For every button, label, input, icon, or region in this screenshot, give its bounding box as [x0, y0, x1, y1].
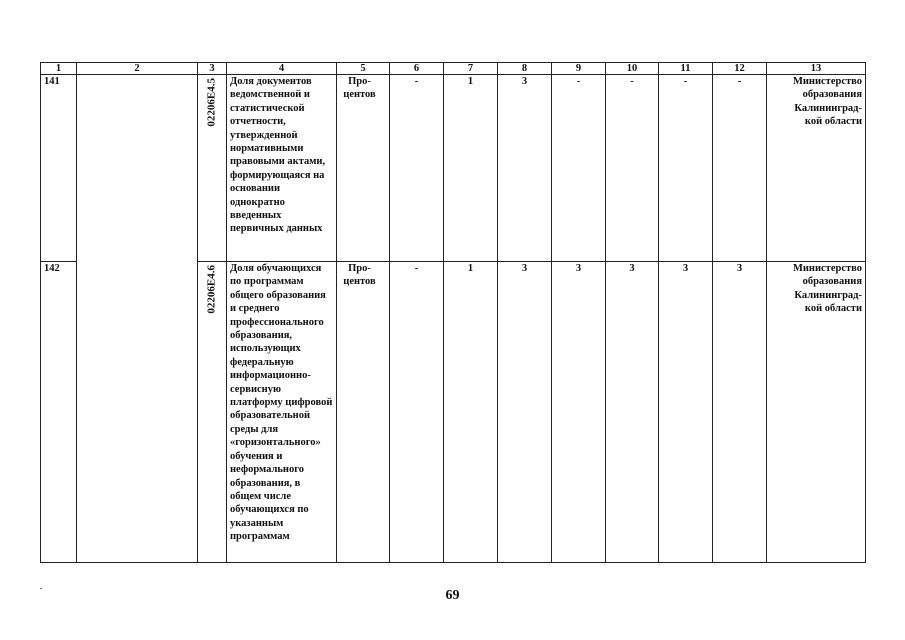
- column-header: 9: [552, 63, 606, 75]
- unit-cell: Про-центов: [337, 75, 390, 262]
- row-number: 142: [41, 262, 77, 563]
- indicators-table: [40, 62, 866, 563]
- value-cell: 3: [498, 262, 552, 563]
- value-cell: 3: [552, 262, 606, 563]
- value-cell: 1: [444, 75, 498, 262]
- column-header: 10: [606, 63, 659, 75]
- responsible-org: Министерство образования Калининград-кой области: [767, 75, 866, 262]
- indicator-code-cell: [198, 75, 227, 262]
- value-cell: -: [713, 75, 767, 262]
- column-header: 12: [713, 63, 767, 75]
- column-header: 1: [41, 63, 77, 75]
- column-header: 4: [227, 63, 337, 75]
- value-cell: -: [606, 75, 659, 262]
- indicator-code: 02206Е4.5: [205, 78, 218, 127]
- column-header: 3: [198, 63, 227, 75]
- column-header: 11: [659, 63, 713, 75]
- value-cell: 3: [498, 75, 552, 262]
- column-header: 2: [77, 63, 198, 75]
- table-row: [41, 75, 866, 262]
- unit-cell: Про-центов: [337, 262, 390, 563]
- value-cell: -: [552, 75, 606, 262]
- indicator-code: 02206Е4.6: [205, 265, 218, 314]
- value-cell: 3: [606, 262, 659, 563]
- value-cell: 3: [659, 262, 713, 563]
- value-cell: 1: [444, 262, 498, 563]
- merged-empty-cell: [77, 75, 198, 563]
- value-cell: -: [390, 75, 444, 262]
- indicator-name: Доля документов ведомственной и статистической отчетности, утвержденной нормативными правовыми актами, формирующаяся на основании однократно введенных первичных данных: [227, 75, 337, 262]
- page-number: 69: [445, 588, 460, 603]
- responsible-org: Министерство образования Калининград-кой области: [767, 262, 866, 563]
- value-cell: 3: [713, 262, 767, 563]
- column-header: 8: [498, 63, 552, 75]
- value-cell: -: [659, 75, 713, 262]
- row-number: 141: [41, 75, 77, 262]
- indicator-name: Доля обучающихся по программам общего образования и среднего профессионального образования, использующих федеральную информационно-сервисную платформу цифровой образовательной среды для «горизонтального» обучения и неформального образования, в общем числе обучающихся по указанным программам: [227, 262, 337, 563]
- table-header-row: [41, 63, 866, 75]
- column-header: 6: [390, 63, 444, 75]
- value-cell: -: [390, 262, 444, 563]
- column-header: 7: [444, 63, 498, 75]
- column-header: 13: [767, 63, 866, 75]
- column-header: 5: [337, 63, 390, 75]
- indicator-code-cell: [198, 262, 227, 563]
